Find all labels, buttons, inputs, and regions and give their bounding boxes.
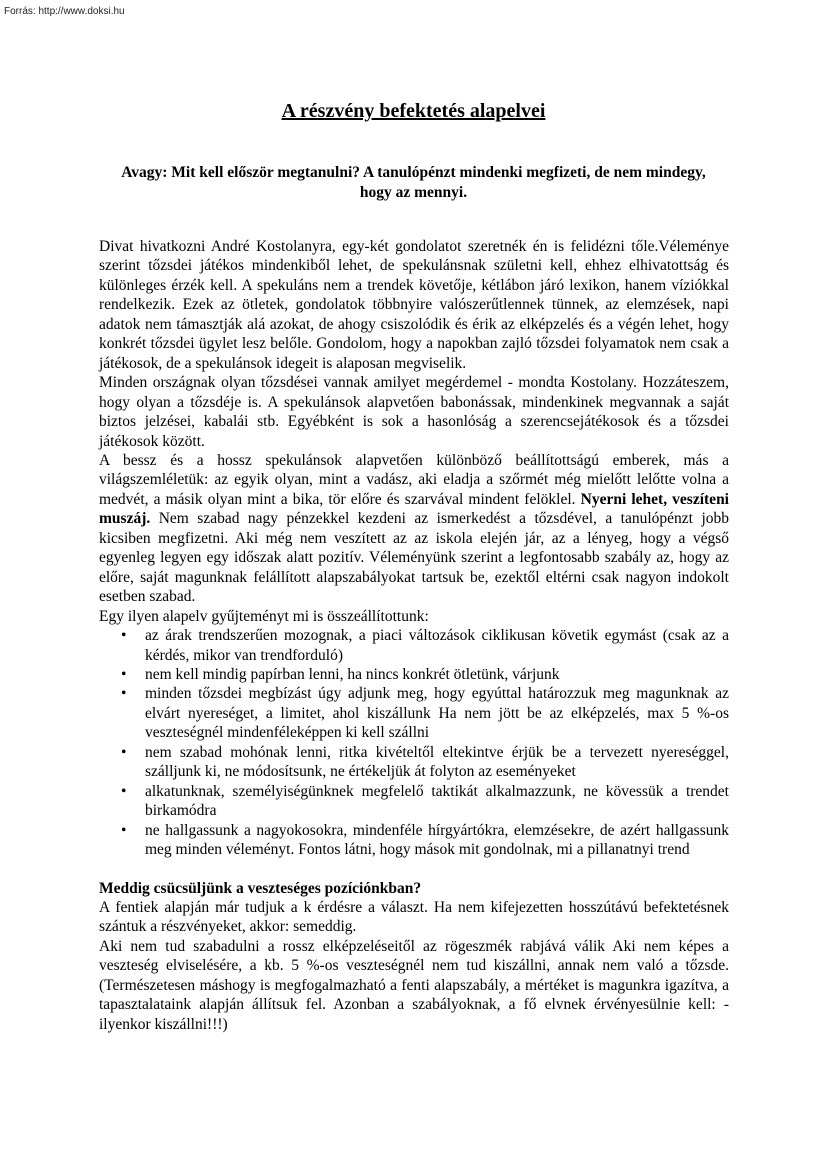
paragraph-speculators bbox=[99, 451, 729, 607]
paragraph-intro: Divat hivatkozni André Kostolanyra, egy-két gondolatot szeretnék én is felidézni tőle.Véleménye szerint tőzsdei játékos mindenkiből lehet, de spekulánsnak születni kell, ehhez elhivatottság és különleges érzék kell. A spekuláns nem a trendek követője, kétlábon járó lexikon, hanem víziókkal rendelkezik. Ezek az ötletek, gondolatok többnyire valószerűtlennek tünnek, az elemzések, napi adatok nem támasztják alá azokat, de ahogy csiszolódik és érik az elképzelés és a végén lehet, hogy konkrét tőzsdei ügylet lesz belőle. Gondolom, hogy a napokban zajló tőzsdei folyamatok nem csak a játékosok, de a spekulánsok idegeit is alaposan megviselik. bbox=[99, 238, 729, 372]
list-item: • minden tőzsdei megbízást úgy adjunk meg, hogy egyúttal határozzuk meg magunknak az elvárt nyereséget, a limitet, ahol kiszállunk Ha nem jött be az elképzelés, max 5 %-os veszteségnél mindenféleképpen ki kell szállni bbox=[145, 684, 729, 742]
paragraph-speculators-text-b: Nem szabad nagy pénzekkel kezdeni az ismerkedést a tőzsdével, a tanulópénzt jobb kicsiben megfizetni. Aki még nem veszített az az iskola elején jár, az a lényeg, hogy a végső egyenleg legyen egy időszak alatt pozitív. Véleményünk szerint a legfontosabb szabály az, hogy az előre, saját magunknak felállított alapszabályokat tartsuk be, ezektől eltérni csak nagyon indokolt esetben szabad. bbox=[99, 510, 729, 606]
list-item: • az árak trendszerűen mozognak, a piaci változások ciklikusan követik egymást (csak az a kérdés, mikor van trendforduló) bbox=[145, 626, 729, 665]
spacer bbox=[99, 860, 729, 879]
paragraph-speculators-text-a: A bessz és a hossz spekulánsok alapvetően különböző beállítottságú emberek, más a világszemléletük: az egyik olyan, mint a vadász, aki eladja a szőrmét még mielőtt lelőtte volna a medvét, a másik olyan mint a bika, tör előre és szarvával mindent felöklel. bbox=[99, 451, 729, 508]
list-item: • alkatunknak, személyiségünknek megfelelő taktikát alkalmazzunk, ne kövessük a trendet birkamódra bbox=[145, 782, 729, 821]
section-heading bbox=[99, 879, 729, 898]
subtitle: Avagy: Mit kell először megtanulni? A tanulópénzt mindenki megfizeti, de nem mindegy, hogy az mennyi. bbox=[121, 164, 706, 201]
bold-motto: Nyerni lehet, veszíteni muszáj. bbox=[99, 490, 729, 528]
paragraph-collection-intro: Egy ilyen alapelv gyűjteményt mi is összeállítottunk: bbox=[99, 607, 429, 625]
list-item: • ne hallgassunk a nagyokosokra, mindenféle hírgyártókra, elemzésekre, de azért hallgassunk meg minden véleményt. Fontos látni, hogy mások mit gondolnak, mi a pillanatnyi trend bbox=[145, 821, 729, 860]
document-body bbox=[99, 237, 729, 1034]
rules-list bbox=[99, 626, 729, 859]
section-heading-text: Meddig csücsüljünk a veszteséges pozíciónkban? bbox=[99, 879, 422, 897]
paragraph-country: Minden országnak olyan tőzsdései vannak amilyet megérdemel - mondta Kostolany. Hozzáteszem, hogy olyan a tőzsdéje is. A spekulánsok alapvetően babonássak, mindenkinek megvannak a saját biztos jelzései, kabalái stb. Egyébként is sok a hasonlóság a szerencsejátékosok és a tőzsdei játékosok között. bbox=[99, 374, 729, 450]
paragraph-conclusion: Aki nem tud szabadulni a rossz elképzeléseitől az rögeszmék rabjává válik Aki nem képes a veszteség elviselésére, a kb. 5 %-os veszteségnél nem tud kiszállni, annak nem való a tőzsde. (Természetesen máshogy is megfogalmazható a fenti alapszabály, a mértéket is magunkra igazítva, a tapasztalataink alapján állítsuk fel. Azonban a szabályoknak, a fő elvnek érvényesülnie kell: -ilyenkor kiszállni!!!) bbox=[99, 937, 729, 1033]
list-item: • nem kell mindig papírban lenni, ha nincs konkrét ötletünk, várjunk bbox=[145, 665, 729, 684]
paragraph-answer: A fentiek alapján már tudjuk a k érdésre a választ. Ha nem kifejezetten hosszútávú befektetésnek szántuk a részvényeket, akkor: semeddig. bbox=[99, 898, 729, 936]
source-note: Forrás: http://www.doksi.hu bbox=[4, 6, 125, 17]
page-title: A részvény befektetés alapelvei bbox=[281, 100, 546, 122]
list-item: • nem szabad mohónak lenni, ritka kivételtől eltekintve érjük be a tervezett nyereséggel, szálljunk ki, ne módosítsunk, ne értékeljük át folyton az eseményeket bbox=[145, 743, 729, 782]
